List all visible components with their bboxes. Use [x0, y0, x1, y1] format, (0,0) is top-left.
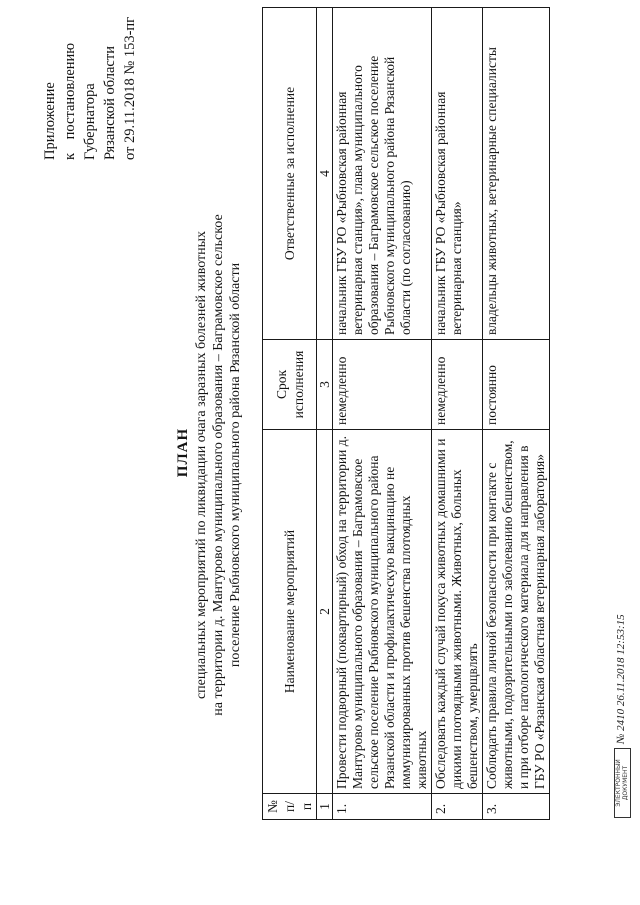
appendix-region: Рязанской области [102, 46, 118, 160]
row-deadline: постоянно [483, 340, 550, 430]
subtitle-line-1: специальных мероприятий по ликвидации очага заразных болезней животных [194, 230, 209, 700]
row-activity: Провести подворный (поквартирный) обход на территории д. Мантурово муниципального образования – Баграмовское сельское поселение Рыбновского муниципального района Рязанской области и профилактическую вакцинацию не иммунизированных против бешенства плотоядных животных [333, 430, 432, 794]
header-activity: Наименование мероприятий [263, 430, 317, 794]
appendix-date-number: от 29.11.2018 № 153-пг [122, 16, 138, 160]
seal-text: ЭЛЕКТРОННЫЙ ДОКУМЕНТ [615, 759, 629, 807]
row-responsible: владельцы животных, ветеринарные специалисты [483, 8, 550, 340]
subtitle-line-3: поселение Рыбновского муниципального района Рязанской области [228, 262, 243, 668]
row-activity: Соблюдать правила личной безопасности при контакте с животными, подозрительными по заболеванию бешенством, и при отборе патологического материала для направления в ГБУ РО «Рязанская областная ветеринарная лаборатория» [483, 430, 550, 794]
table-row [432, 8, 483, 820]
page-title: ПЛАН [175, 427, 191, 478]
row-deadline: немедленно [333, 340, 432, 430]
table-row [333, 8, 432, 820]
table-row [483, 8, 550, 820]
header-deadline: Срок исполнения [263, 340, 317, 430]
plan-table [262, 7, 550, 820]
appendix-label: Приложение [42, 82, 58, 160]
header-number: № п/п [263, 794, 317, 820]
row-responsible: начальник ГБУ РО «Рыбновская районная ветеринарная станция» [432, 8, 483, 340]
row-responsible: начальник ГБУ РО «Рыбновская районная ветеринарная станция», глава муниципального образования – Баграмовское сельское поселение Рыбновского муниципального района Рязанской области (по согласованию) [333, 8, 432, 340]
row-number: 2. [432, 794, 483, 820]
appendix-block [40, 5, 140, 160]
row-deadline: немедленно [432, 340, 483, 430]
table-header-row [263, 8, 317, 820]
registration-mark [612, 458, 632, 818]
plan-subtitle [193, 165, 244, 765]
row-number: 3. [483, 794, 550, 820]
column-number: 4 [317, 8, 333, 340]
row-activity: Обследовать каждый случай покуса животных домашними и дикими плотоядными животными. Животных, больных бешенством, умерщвлять [432, 430, 483, 794]
column-number: 3 [317, 340, 333, 430]
column-number-row [317, 8, 333, 820]
row-number: 1. [333, 794, 432, 820]
header-responsible: Ответственные за исполнение [263, 8, 317, 340]
registration-number: № 2410 26.11.2018 12:53:15 [615, 614, 627, 744]
column-number: 1 [317, 794, 333, 820]
appendix-decree: к постановлению Губернатора [62, 42, 98, 160]
subtitle-line-2: на территории д. Мантурово муниципального образования – Баграмовское сельское [211, 214, 226, 716]
column-number: 2 [317, 430, 333, 794]
electronic-seal-stamp [614, 748, 631, 818]
